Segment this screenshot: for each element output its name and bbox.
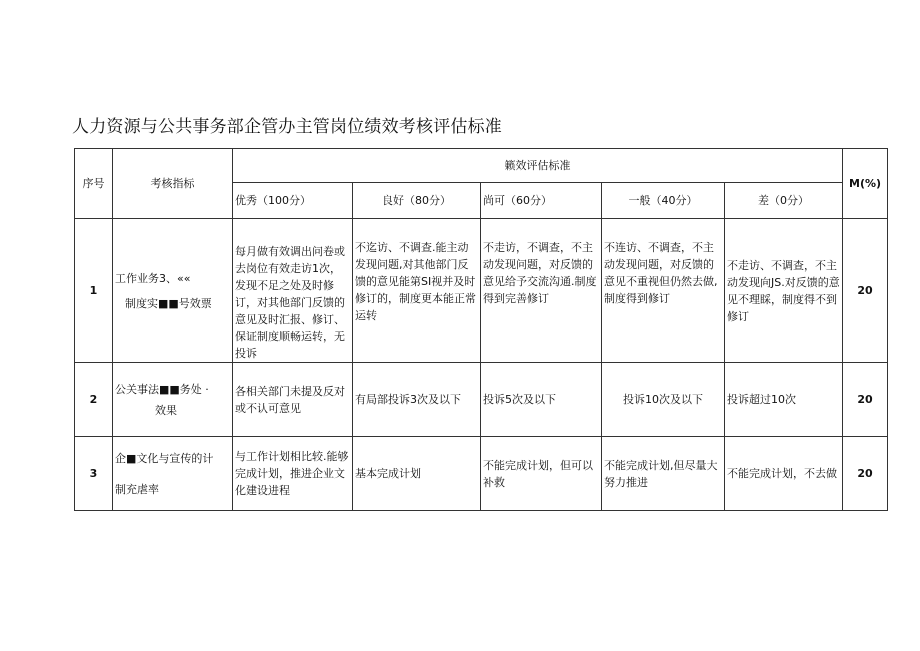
row-indicator	[113, 363, 233, 437]
row-fair: 不能完成计划，但可以补救	[481, 437, 602, 511]
evaluation-table	[74, 148, 888, 511]
row-seq: 3	[75, 437, 113, 511]
row-fair: 投诉5次及以下	[481, 363, 602, 437]
row-excellent: 每月做有效调出问卷或去岗位有效走访1次，发现不足之处及时修订，对其他部门反馈的意见及时汇报、修订、保证制度顺畅运转，无投诉	[233, 219, 353, 363]
indicator-line-2: 效果	[155, 403, 177, 417]
header-level-excellent: 优秀（100分）	[233, 183, 353, 219]
row-excellent: 各相关部门未提及反对或不认可意见	[233, 363, 353, 437]
indicator-line-1: 工作业务3、««	[115, 271, 191, 285]
row-fair: 不走访，不调查，不主动发现问题，对反馈的意见给予交流沟通.制度得到完善修订	[481, 219, 602, 363]
indicator-line-2: 制充虐率	[115, 482, 159, 496]
row-bad: 不走访、不调查，不主动发现向JS.对反馈的意见不理睬，制度得不到修订	[725, 219, 843, 363]
header-level-fair: 尚可（60分）	[481, 183, 602, 219]
row-average: 不能完成计划,但尽量大努力推进	[602, 437, 725, 511]
row-bad: 不能完成计划，不去做	[725, 437, 843, 511]
row-average: 投诉10次及以下	[602, 363, 725, 437]
table-row	[75, 219, 888, 363]
row-weight: 20	[843, 363, 888, 437]
header-level-bad: 差（0分）	[725, 183, 843, 219]
header-indicator: 考核指标	[113, 149, 233, 219]
row-good: 基本完成计划	[353, 437, 481, 511]
row-weight: 20	[843, 219, 888, 363]
row-indicator	[113, 219, 233, 363]
row-indicator	[113, 437, 233, 511]
indicator-line-2: 制度实■■号效票	[125, 296, 212, 310]
indicator-line-1: 公关事法■■务处 ·	[115, 382, 209, 396]
table-row	[75, 363, 888, 437]
header-weight: M(%)	[843, 149, 888, 219]
header-level-average: 一般（40分）	[602, 183, 725, 219]
header-seq: 序号	[75, 149, 113, 219]
row-good: 不迄访、不调查.能主动发现问题,对其他部门反馈的意见能第SI视并及时修订的，制度更本能正常运转	[353, 219, 481, 363]
row-excellent: 与工作计划相比较.能够完成计划，推进企业文化建设进程	[233, 437, 353, 511]
row-bad: 投诉超过10次	[725, 363, 843, 437]
header-level-good: 良好（80分）	[353, 183, 481, 219]
table-row	[75, 437, 888, 511]
page-title: 人力资源与公共事务部企管办主管岗位绩效考核评估标准	[72, 117, 502, 137]
row-seq: 2	[75, 363, 113, 437]
row-average: 不连访、不调查，不主动发现问题，对反馈的意见不重视但仍然去做,制度得到修订	[602, 219, 725, 363]
row-seq: 1	[75, 219, 113, 363]
row-weight: 20	[843, 437, 888, 511]
indicator-line-1: 企■文化与宣传的计	[115, 451, 214, 465]
header-standard: 籁效评估标准	[233, 149, 843, 183]
row-good: 有局部投诉3次及以下	[353, 363, 481, 437]
